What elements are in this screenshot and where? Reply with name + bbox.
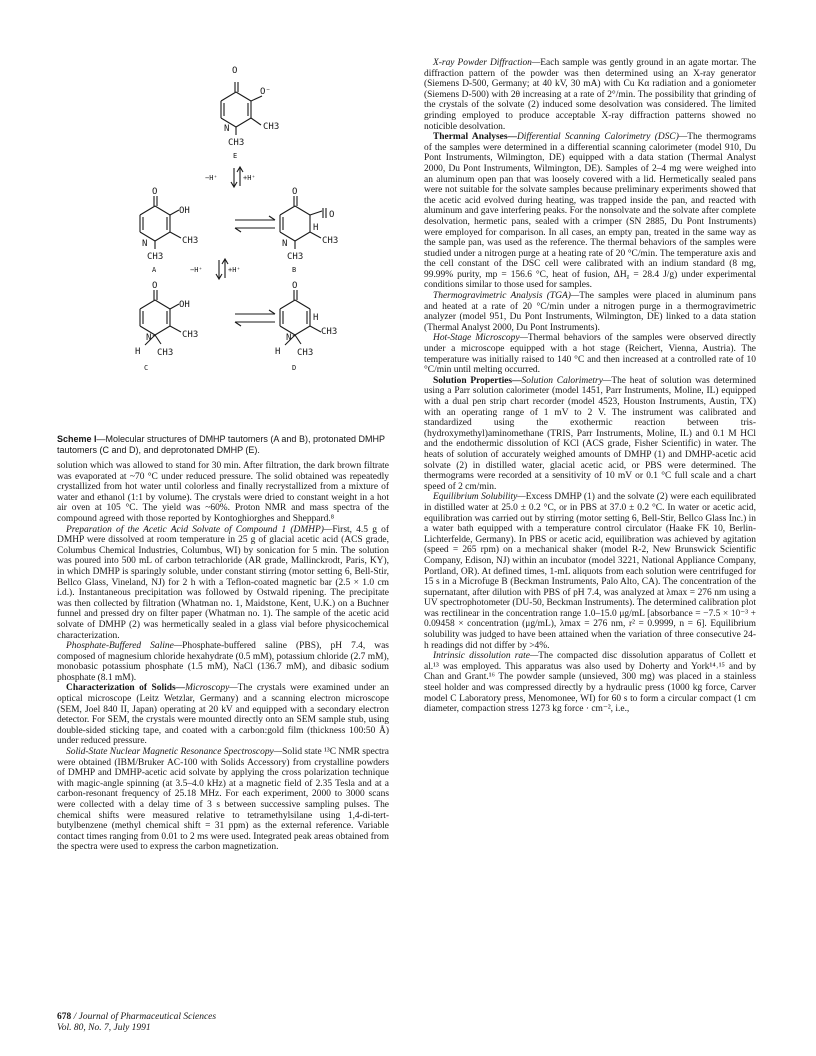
b-oxygen2-label: O (329, 210, 335, 220)
paragraph-heading: Solid-State Nuclear Magnetic Resonance Spectroscopy— (66, 747, 283, 758)
structure-a-label: A (152, 266, 157, 274)
c-nplus-label: N⁺ (146, 333, 157, 343)
paragraph (424, 58, 756, 132)
paragraph-heading: Preparation of the Acetic Acid Solvate of Compound 1 (DMHP)— (66, 524, 333, 535)
c-oxygen-label: O (152, 281, 158, 291)
paragraph (57, 641, 389, 683)
paragraph-heading: Characterization of Solids— (66, 683, 186, 694)
c-h-label: H (135, 347, 141, 357)
paragraph-heading: Thermal Analyses— (433, 132, 517, 143)
left-column (57, 58, 389, 853)
c-ch3-label: CH3 (182, 330, 199, 340)
paragraph-heading: X-ray Powder Diffraction— (433, 58, 541, 68)
right-column (424, 58, 756, 715)
page-footer (57, 1012, 216, 1034)
right-column-body (424, 58, 756, 715)
b-n-label: N (282, 239, 288, 249)
paragraph (57, 525, 389, 642)
journal-volume: Vol. 80, No. 7, July 1991 (57, 1023, 151, 1033)
paragraph-text: The compacted disc dissolution apparatus of Collett et al.¹³ was employed. This apparatus was also used by Doherty and York¹⁴˒¹⁵ and by Chan and Grant.¹⁶ The powder sample (unsieved, 300 mg) was placed in a stainless steel holder and was compressed directly by a hydraulic press (1000 kg force, Carver model C Laboratory press, Menomonee, WI) for 60 s to form a circular compact (1 cm diameter, compaction stress 1273 kg force · cm⁻², i.e., (424, 651, 756, 715)
e-ch3-label: CH3 (263, 122, 280, 132)
paragraph (424, 492, 756, 651)
e-nch3-label: CH3 (228, 138, 245, 148)
e-ominus-label: O⁻ (260, 87, 271, 97)
scheme-caption-title: Scheme I (57, 434, 97, 444)
paragraph-text: solution which was allowed to stand for 30 min. After filtration, the dark brown filtrate was evaporated at ~70 °C under reduced pressure. The solid obtained was repeatedly crystallized from hot water until colorless and finally recrystallized from a mixture of water and ethanol (1:1 by volume). The crystals were dried to constant weight in a hot air oven at 105 °C. The yield was ~60%. Proton NMR and mass spectra of the compound agreed with those reported by Kontoghiorghes and Sheppard.⁸ (57, 461, 389, 524)
paragraph-text: First, 4.5 g of DMHP were dissolved at room temperature in 25 g of glacial acetic acid (ACS grade, Columbus Chemical Industries, Columbus, WI) by sonication for 5 min. The solution was poured into 500 mL of carbon tetrachloride (AR grade, Mallinckrodt, Paris, KY), in which DMHP is sparingly soluble, under constant stirring (motor setting 6, Bell-Stir, Bellco Glass, Vineland, NJ) for 2 h with a Teflon-coated magnetic bar (2.5 × 1.0 cm i.d.). Instantaneous precipitation was followed by Ostwald ripening. The precipitate was then collected by filtration (Whatman no. 1, Maidstone, Kent, U.K.) on a Buchner funnel and pressed dry on filter paper (Whatman no. 1). The sample of the acetic acid solvate of DMHP (2) was hermetically sealed in a glass vial before physicochemical characterization. (57, 524, 389, 641)
structure-d-label: D (292, 364, 297, 372)
paragraph-text: The heat of solution was determined using a Parr solution calorimeter (model 1451, Parr Instruments, Moline, IL) equipped with a dual pen strip chart recorder (model 4523, Houston Instruments, Austin, TX) with an operating range of 1 mV to 2 V. The instrument was calibrated and standardized using the exothermic reaction between tris-(hydroxymethyl)aminomethane (TRIS, Parr Instruments, Moline, IL) and 0.1 M HCl and the endothermic dissolution of KCl (ACS grade, Fisher Scientific) in water. The heats of solution of accurately weighed amounts of DMHP (1) and DMHP-acetic acid solvate (2) in distilled water, glacial acetic acid, or PBS were determined. The thermograms were recorded at a sensitivity of 10 mV or 0.1 °C full scale and a chart speed of 2 cm/min. (424, 375, 756, 492)
paragraph (424, 291, 756, 333)
paragraph-text: Thermal behaviors of the samples were observed directly under a microscope equipped with a hot stage (Reichert, Vienna, Austria). The temperature was initially raised to 140 °C and then increased at a controlled rate of 10 °C/min until melting occurred. (424, 333, 756, 376)
e-n-label: N (224, 124, 230, 134)
paragraph-heading: Hot-Stage Microscopy— (433, 333, 528, 344)
paragraph-heading: Intrinsic dissolution rate— (433, 651, 539, 662)
paragraph-heading: Thermogravimetric Analysis (TGA)— (433, 291, 580, 302)
left-column-body (57, 461, 389, 853)
a-ch3-label: CH3 (182, 236, 199, 246)
c-nch3-label: CH3 (157, 348, 174, 358)
b-h-label: H (313, 223, 319, 233)
c-oh-label: OH (179, 300, 190, 310)
paragraph-subheading: Differential Scanning Calorimetry (DSC)— (516, 132, 688, 143)
paragraph-heading: Equilibrium Solubility— (433, 492, 526, 503)
d-nch3-label: CH3 (297, 348, 314, 358)
scheme-1-structures (57, 58, 389, 428)
e-plus-h-label: +H⁺ (243, 174, 256, 182)
a-n-label: N (142, 239, 148, 249)
scheme-caption (57, 434, 389, 455)
a-nch3-label: CH3 (147, 252, 164, 262)
page-number: 678 (57, 1012, 72, 1022)
paragraph-text: The samples were placed in aluminum pans and heated at a rate of 20 °C/min under a nitrogen purge in a thermogravimetric analyzer (model 951, Du Pont Instruments, Wilmington, DE) linked to a data station (Thermal Analyst 2000, Du Pont Instruments). (424, 291, 756, 333)
a-oh-label: OH (179, 206, 190, 216)
ab-plus-h-label: +H⁺ (228, 266, 241, 274)
b-oxygen-label: O (292, 187, 298, 197)
e-minus-h-label: −H⁺ (205, 174, 218, 182)
structure-e-label: E (233, 152, 238, 160)
d-nh-label: H (275, 347, 281, 357)
structure-b-label: B (292, 266, 297, 274)
journal-name: / Journal of Pharmaceutical Sciences (71, 1012, 217, 1022)
structure-c-label: C (144, 364, 149, 372)
d-ch3-label: CH3 (321, 327, 338, 337)
paragraph-subheading: Solution Calorimetry— (521, 375, 612, 386)
paragraph-text: Phosphate-buffered saline (PBS), pH 7.4, was composed of magnesium chloride hexahydrate (0.5 mM), potassium chloride (2.7 mM), monobasic potassium phosphate (1.5 mM), NaCl (136.7 mM), and dibasic sodium phosphate (8.1 mM). (57, 641, 389, 683)
paragraph (424, 132, 756, 291)
paragraph (424, 651, 756, 715)
b-ch3-label: CH3 (322, 236, 339, 246)
d-h-label: H (313, 313, 319, 323)
paragraph-subheading: Microscopy— (185, 683, 238, 694)
paragraph-heading: Phosphate-Buffered Saline— (66, 641, 183, 652)
paragraph-text: Solid state ¹³C NMR spectra were obtained (IBM/Bruker AC-100 with Solids Accessory) from crystalline powders of DMHP and DMHP-acetic acid solvate by applying the cross polarization technique with magic-angle spinning (at 3.5–4.0 kHz) at a magnetic field of 2.35 Tesla and at a carbon-resonant frequency of 25.18 MHz. For each experiment, 2000 to 3000 scans were collected with a delay time of 3 s between successive sampling pulses. The chemical shifts were measured relative to tetramethylsilane using 1,4-di-tert-butylbenzene (methyl chemical shift = 31 ppm) as the external reference. Variable contact times ranging from 0.01 to 2 ms were used. Integrated peak areas obtained from the spectra were used to express the carbon magnetization. (57, 747, 389, 853)
paragraph (57, 461, 389, 525)
paragraph (57, 747, 389, 853)
paragraph-text: Excess DMHP (1) and the solvate (2) were each equilibrated in distilled water at 25.0 ± 0.2 °C, or in PBS at 37.0 ± 0.2 °C. In water or acetic acid, equilibration was carried out by stirring (motor setting 6, Bell-Stir, Bellco Glass Inc.) in a water bath equipped with a temperature control circulator (Haake FK 10, Berlin-Lichterfelde, Germany). In PBS or acetic acid, equilibration was achieved by agitation (speed = 265 rpm) on a mechanical shaker (model R-2, New Brunswick Scientific Company, Edison, NJ) within an incubator (model 3221, National Appliance Company, Portland, OR). At defined times, 1-mL aliquots from each solution were centrifuged for 15 s in a Microfuge B (Beckman Instruments, Palo Alto, CA). The concentration of the supernatant, after dilution with PBS of pH 7.4, was analyzed at λmax = 276 nm using a UV spectrophotometer (DU-50, Beckman Instruments). The determined calibration plot was rectilinear in the concentration range 1.0–15.0 μg/mL [absorbance = −7.5 × 10⁻³ + 0.09458 × concentration (μg/mL), λmax = 276 nm, r² = 0.9999, n = 6]. Equilibrium solubility was judged to have been attained when the variation of three consecutive 24-h readings did not differ by >4%. (424, 492, 757, 651)
e-oxygen-label: O (232, 66, 238, 76)
scheme-caption-text: —Molecular structures of DMHP tautomers (A and B), protonated DMHP tautomers (C and D), and deprotonated DMHP (E). (57, 434, 385, 455)
paragraph (424, 333, 756, 375)
paragraph-text: Each sample was gently ground in an agate mortar. The diffraction pattern of the powder was then determined using an X-ray generator (Siemens D-500, Germany; at 40 kV, 30 mA) with Cu Kα radiation and a goniometer (Siemens D-500) with 2θ increasing at a rate of 2°/min. The possibility that grinding of the crystals of the solvate (2) induced some desolvation was considered. The limited grinding employed to produce acceptable X-ray diffraction patterns showed no noticible desolvation. (424, 58, 757, 132)
ab-minus-h-label: −H⁺ (190, 266, 203, 274)
paragraph (57, 683, 389, 747)
paragraph-text: The thermograms of the samples were determined in a differential scanning calorimeter (model 910, Du Pont Instruments, Wilmington, DE) equipped with a data station (Thermal Analyst 2000, Du Pont Instruments, Wilmington, DE). Samples of 2–4 mg were weighed into an aluminum open pan that was loosely covered with a lid. Hermetically sealed pans were not suitable for the solvate samples because preliminary experiments showed that the acetic acid evolved during heating, was trapped inside the pan, and reacted with aluminum and gave interfering peaks. For the nonsolvate and the solvate after complete desolvation, hermetic pans, sealed with a crimper (SN 2885, Du Pont Instruments) were employed for comparison. In all cases, an empty pan, treated in the same way as the sample pan, was used as the reference. The thermal behaviors of the samples were studied under a nitrogen purge at a heating rate of 20 °C/min. The temperature axis and the cell constant of the DSC cell were calibrated with an indium standard (8 mg, 99.99% purity, mp = 156.6 °C, heat of fusion, ΔHᵪ = 28.4 J/g) under experimental conditions similar to those used for samples. (424, 132, 757, 291)
paragraph-text: The crystals were examined under an optical microscope (Leitz Wetzlar, Germany) and a scanning electron microscope (SEM, Joel 840 II, Japan) operating at 20 kV and equipped with a secondary electron detector. For SEM, the crystals were mounted directly onto an SEM sample stub, using double-sided sticking tape, and coated with a carbon:gold film (thickness 100:50 Å) under reduced pressure. (57, 683, 389, 747)
a-oxygen-label: O (152, 187, 158, 197)
b-nch3-label: CH3 (287, 252, 304, 262)
paragraph (424, 376, 756, 493)
d-nplus-label: N⁺ (286, 333, 297, 343)
d-oxygen-label: O (292, 281, 298, 291)
paragraph-heading: Solution Properties— (433, 375, 522, 386)
